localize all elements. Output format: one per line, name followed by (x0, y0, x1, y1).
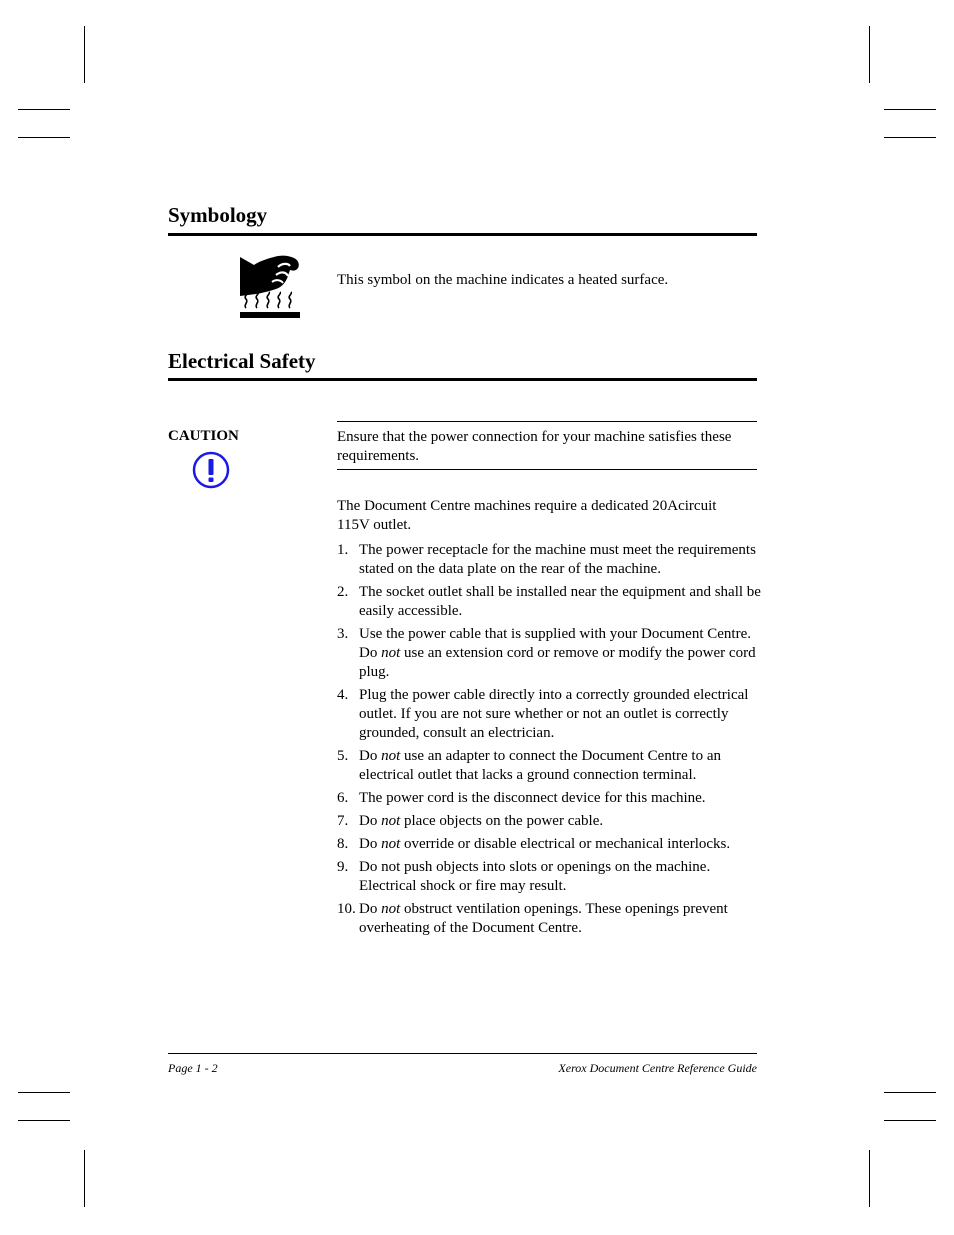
list-item-text: Use the power cable that is supplied with your Document Centre. Do (359, 626, 751, 661)
crop-mark (869, 1150, 870, 1207)
list-item-emphasis: not (381, 748, 401, 764)
section-title-electrical-safety: Electrical Safety (168, 349, 316, 373)
crop-mark (884, 137, 936, 138)
list-item-number: 9. (337, 859, 349, 875)
list-item (337, 858, 762, 896)
section-rule (168, 233, 757, 236)
list-item-text: Do (359, 836, 382, 852)
list-item-emphasis: not (381, 901, 401, 917)
list-item (337, 747, 762, 785)
caution-top-rule (337, 421, 757, 422)
crop-mark (884, 1092, 936, 1093)
list-item-text: The socket outlet shall be installed near the equipment and shall be easily accessible. (359, 584, 761, 619)
list-item-number: 7. (337, 813, 349, 829)
caution-text: Ensure that the power connection for your machine satisfies these requirements. (337, 429, 732, 464)
list-item-text: Do (359, 813, 382, 829)
crop-mark (84, 26, 85, 83)
crop-mark (869, 26, 870, 83)
list-item-text: override or disable electrical or mechanical interlocks. (400, 836, 731, 852)
list-item-text: use an extension cord or remove or modify the power cord plug. (359, 645, 756, 680)
symbology-description: This symbol on the machine indicates a heated surface. (337, 272, 669, 288)
list-item-number: 5. (337, 748, 349, 764)
list-item-text: obstruct ventilation openings. These openings prevent overheating of the Document Centre. (359, 901, 728, 936)
section-rule (168, 378, 757, 381)
list-item (337, 686, 762, 743)
list-item-number: 8. (337, 836, 349, 852)
crop-mark (84, 1150, 85, 1207)
list-item-text: The power receptacle for the machine must meet the requirements stated on the data plate on the rear of the machine. (359, 542, 756, 577)
list-item (337, 900, 762, 938)
list-item-text: Do (359, 748, 382, 764)
crop-mark (884, 109, 936, 110)
list-item-emphasis: not (381, 645, 401, 661)
list-item (337, 835, 762, 854)
footer-guide-title: Xerox Document Centre Reference Guide (558, 1061, 757, 1075)
section-title-symbology: Symbology (168, 203, 268, 227)
hot-surface-icon (238, 253, 302, 320)
electrical-intro: The Document Centre machines require a dedicated 20Acircuit 115V outlet. (337, 498, 717, 533)
list-item-number: 10. (337, 901, 356, 917)
crop-mark (884, 1120, 936, 1121)
list-item-emphasis: not (381, 813, 401, 829)
list-item (337, 541, 762, 579)
requirements-list (337, 541, 762, 942)
footer-page-number: Page 1 - 2 (168, 1061, 218, 1075)
list-item-emphasis: not (381, 836, 401, 852)
crop-mark (18, 137, 70, 138)
footer-rule (168, 1053, 757, 1054)
list-item-text: The power cord is the disconnect device for this machine. (359, 790, 706, 806)
crop-mark (18, 1092, 70, 1093)
list-item-number: 2. (337, 584, 349, 600)
list-item-text: place objects on the power cable. (400, 813, 604, 829)
list-item (337, 625, 762, 682)
list-item (337, 789, 762, 808)
list-item (337, 583, 762, 621)
caution-label: CAUTION (168, 428, 239, 444)
caution-bottom-rule (337, 469, 757, 470)
list-item-text: Plug the power cable directly into a correctly grounded electrical outlet. If you are not sure whether or not an outlet is correctly grounded, consult an electrician. (359, 687, 749, 741)
list-item-number: 1. (337, 542, 349, 558)
list-item-number: 4. (337, 687, 349, 703)
exclamation-circle-icon (192, 451, 230, 489)
list-item (337, 812, 762, 831)
list-item-text: Do not push objects into slots or openings on the machine. Electrical shock or fire may result. (359, 859, 711, 894)
list-item-number: 3. (337, 626, 349, 642)
list-item-number: 6. (337, 790, 349, 806)
crop-mark (18, 109, 70, 110)
crop-mark (18, 1120, 70, 1121)
list-item-text: use an adapter to connect the Document Centre to an electrical outlet that lacks a ground connection terminal. (359, 748, 721, 783)
list-item-text: Do (359, 901, 382, 917)
